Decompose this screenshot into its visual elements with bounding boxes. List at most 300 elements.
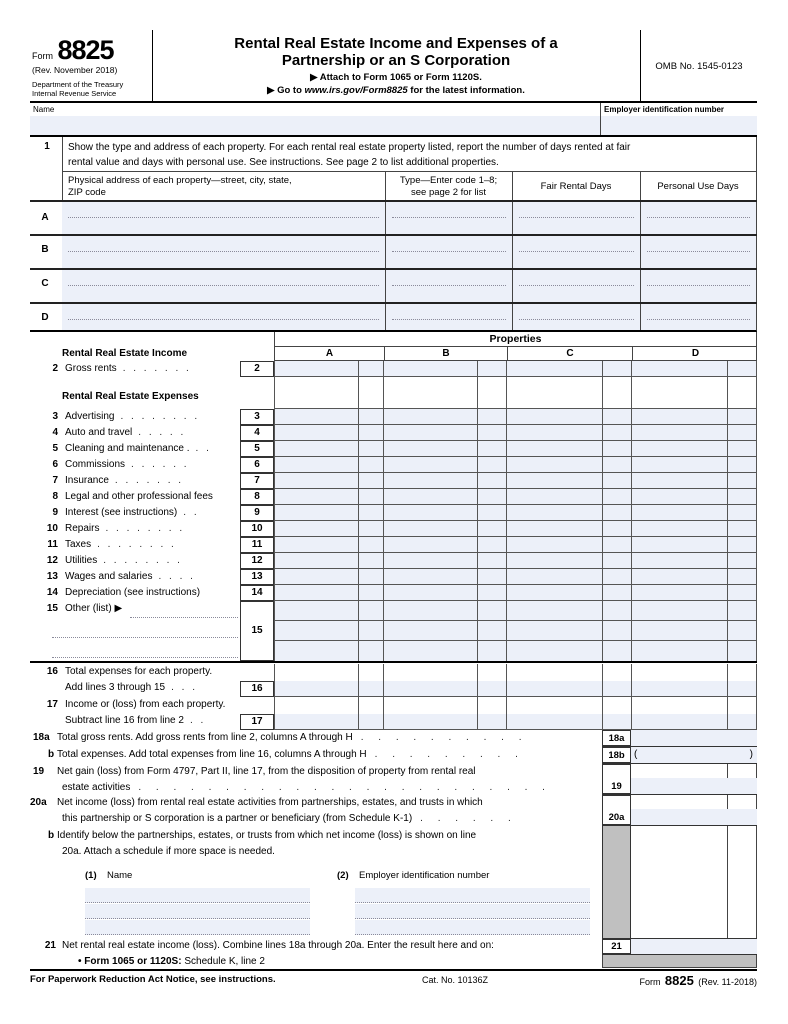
- cents-divider: [727, 826, 728, 938]
- line-7-box: 7: [240, 473, 274, 489]
- personal-use-days-input-c[interactable]: [640, 270, 756, 302]
- line-7-amounts: [274, 473, 757, 489]
- line-21-label-1: Net rental real estate income (loss). Combine lines 18a through 20a. Enter the result here and on:: [62, 940, 494, 951]
- cents-cell[interactable]: [358, 681, 383, 696]
- line-18a-box: 18a: [602, 730, 631, 746]
- amount-cell[interactable]: [631, 521, 727, 536]
- cents-cell[interactable]: [727, 505, 757, 520]
- cents-cell[interactable]: [358, 441, 383, 456]
- cents-cell[interactable]: [602, 714, 631, 729]
- line-5-label: Cleaning and maintenance . . .: [65, 443, 209, 454]
- cents-cell[interactable]: [358, 473, 383, 488]
- line-10-row: [240, 521, 757, 537]
- cents-cell[interactable]: [727, 425, 757, 440]
- amount-cell[interactable]: [274, 441, 358, 456]
- line-13-row: [240, 569, 757, 585]
- cents-cell[interactable]: [358, 457, 383, 472]
- entry-dotted-line: [647, 217, 750, 218]
- cents-cell[interactable]: [727, 641, 757, 661]
- entry-dotted-line: [519, 319, 634, 320]
- personal-use-days-input-b[interactable]: [640, 236, 756, 268]
- cents-cell[interactable]: [727, 714, 757, 729]
- line-3-box: 3: [240, 409, 274, 425]
- address-input-b[interactable]: [62, 236, 385, 268]
- footer-form-word: Form: [639, 977, 661, 987]
- cents-cell[interactable]: [727, 537, 757, 552]
- line-15-entry-line-2[interactable]: [52, 637, 238, 638]
- amount-cell[interactable]: [274, 714, 358, 729]
- amount-cell[interactable]: [631, 553, 727, 568]
- cents-cell[interactable]: [477, 681, 506, 696]
- line-15-entry-line-1[interactable]: [130, 617, 238, 618]
- property-row-label-a: A: [41, 212, 49, 223]
- line-18b-box: 18b: [602, 747, 631, 763]
- amount-cell[interactable]: [274, 537, 358, 552]
- cents-cell[interactable]: [602, 569, 631, 584]
- amount-cell[interactable]: [631, 569, 727, 584]
- line-12-row: [240, 553, 757, 569]
- cents-cell[interactable]: [358, 641, 383, 661]
- amount-cell[interactable]: [506, 569, 602, 584]
- col-header-personal-use-days: Personal Use Days: [657, 181, 739, 192]
- amount-cell: [631, 377, 727, 408]
- line-17-ghost-cells: [274, 697, 757, 714]
- amount-cell[interactable]: [383, 585, 477, 600]
- amount-cell[interactable]: [506, 505, 602, 520]
- amount-cell[interactable]: [631, 473, 727, 488]
- cents-cell[interactable]: [477, 361, 506, 376]
- line-13-box: 13: [240, 569, 274, 585]
- amount-cell[interactable]: [383, 537, 477, 552]
- cents-cell[interactable]: [727, 601, 757, 620]
- cents-cell[interactable]: [477, 601, 506, 620]
- cents-cell[interactable]: [727, 621, 757, 640]
- line-15-row: [240, 601, 757, 661]
- cents-cell[interactable]: [477, 441, 506, 456]
- line-5-box: 5: [240, 441, 274, 457]
- form-title-line2: Partnership or an S Corporation: [281, 52, 511, 69]
- line-1-number: 1: [44, 141, 50, 152]
- amount-cell[interactable]: [383, 553, 477, 568]
- line-15-amounts-row3: [274, 641, 757, 661]
- column-a-header: A: [325, 348, 334, 359]
- property-row-label-b: B: [41, 244, 49, 255]
- amount-cell[interactable]: [631, 425, 727, 440]
- col-header-type: Type—Enter code 1–8; see page 2 for list: [399, 175, 498, 198]
- cents-cell[interactable]: [602, 585, 631, 600]
- amount-cell[interactable]: [383, 425, 477, 440]
- amount-cell[interactable]: [274, 473, 358, 488]
- partnership-ein-input-2[interactable]: [355, 904, 590, 919]
- amount-cell[interactable]: [383, 641, 477, 661]
- line-20b-label-2: 20a. Attach a schedule if more space is needed.: [62, 846, 275, 857]
- line-12-label: Utilities . . . . . . . .: [65, 555, 180, 566]
- entry-dotted-line: [392, 285, 506, 286]
- personal-use-days-input-d[interactable]: [640, 304, 756, 330]
- col-divider-2: [512, 171, 513, 200]
- line-14-number: 14: [46, 587, 58, 598]
- cents-cell[interactable]: [477, 553, 506, 568]
- line-18a-row: [602, 730, 757, 747]
- cents-cell[interactable]: [602, 505, 631, 520]
- cents-cell[interactable]: [727, 521, 757, 536]
- line-2-row: [240, 361, 757, 377]
- address-input-a[interactable]: [62, 202, 385, 234]
- cents-cell[interactable]: [727, 441, 757, 456]
- amount-cell[interactable]: [506, 553, 602, 568]
- line-21-amount[interactable]: [631, 939, 757, 954]
- amount-cell[interactable]: [506, 489, 602, 504]
- line-13-number: 13: [46, 571, 58, 582]
- cents-cell[interactable]: [477, 425, 506, 440]
- cents-cell[interactable]: [602, 601, 631, 620]
- line-17-label-1: Income or (loss) from each property.: [65, 699, 226, 710]
- entry-dotted-line: [519, 251, 634, 252]
- type-input-a[interactable]: [385, 202, 512, 234]
- amount-cell[interactable]: [631, 601, 727, 620]
- cents-cell[interactable]: [727, 409, 757, 424]
- line-3-number: 3: [52, 411, 58, 422]
- omb-block: [641, 30, 757, 103]
- cents-cell[interactable]: [477, 714, 506, 729]
- amount-cell[interactable]: [383, 457, 477, 472]
- catalog-number: Cat. No. 10136Z: [421, 975, 489, 985]
- omb-number: OMB No. 1545-0123: [655, 61, 743, 72]
- amount-cell[interactable]: [631, 409, 727, 424]
- amount-cell[interactable]: [631, 641, 727, 661]
- fair-rental-days-input-c[interactable]: [512, 270, 640, 302]
- form-revision: (Rev. November 2018): [32, 65, 118, 75]
- amount-cell[interactable]: [383, 473, 477, 488]
- cents-cell: [727, 664, 757, 681]
- amount-cell[interactable]: [274, 425, 358, 440]
- amount-cell[interactable]: [506, 621, 602, 640]
- cents-cell[interactable]: [727, 553, 757, 568]
- line-16-amounts: [274, 681, 757, 697]
- cents-cell[interactable]: [602, 537, 631, 552]
- entry-dotted-line: [392, 217, 506, 218]
- amount-cell[interactable]: [383, 714, 477, 729]
- line-7-row: [240, 473, 757, 489]
- line-11-box: 11: [240, 537, 274, 553]
- line-4-label: Auto and travel . . . . .: [65, 427, 184, 438]
- address-input-d[interactable]: [62, 304, 385, 330]
- amount-cell[interactable]: [506, 473, 602, 488]
- cents-cell[interactable]: [602, 521, 631, 536]
- line-9-box: 9: [240, 505, 274, 521]
- line-15-label: Other (list) ▶: [65, 603, 123, 614]
- line-4-number: 4: [52, 427, 58, 438]
- amount-cell[interactable]: [631, 714, 727, 729]
- name-input[interactable]: [30, 116, 600, 135]
- amount-cell[interactable]: [274, 681, 358, 696]
- amount-cell[interactable]: [383, 521, 477, 536]
- line-20a-amount[interactable]: [631, 809, 757, 825]
- partnership-ein-input-1[interactable]: [355, 888, 590, 903]
- amount-cell[interactable]: [506, 521, 602, 536]
- line-3-label: Advertising . . . . . . . .: [65, 411, 198, 422]
- irs-url: www.irs.gov/Form8825: [304, 85, 408, 96]
- line-5-row: [240, 441, 757, 457]
- fair-rental-days-input-d[interactable]: [512, 304, 640, 330]
- cents-cell: [727, 697, 757, 714]
- amount-cell[interactable]: [383, 681, 477, 696]
- cents-cell[interactable]: [602, 409, 631, 424]
- line-20a-label-2: this partnership or S corporation is a partner or beneficiary (from Schedule K-1) . . . . . .: [62, 813, 511, 824]
- cents-cell[interactable]: [602, 553, 631, 568]
- cents-cell[interactable]: [602, 361, 631, 376]
- cents-cell[interactable]: [358, 621, 383, 640]
- line-20a-number: 20a: [30, 797, 47, 808]
- col-divider-3: [640, 171, 641, 200]
- cents-cell[interactable]: [358, 521, 383, 536]
- cents-cell[interactable]: [727, 681, 757, 696]
- line-13-amounts: [274, 569, 757, 585]
- form-word: Form: [32, 51, 53, 61]
- amount-cell[interactable]: [274, 361, 358, 376]
- amount-cell[interactable]: [506, 441, 602, 456]
- cents-cell[interactable]: [358, 425, 383, 440]
- cents-cell[interactable]: [358, 361, 383, 376]
- line-20a-row: [602, 795, 757, 826]
- cents-cell[interactable]: [358, 714, 383, 729]
- line-15-entry-line-3[interactable]: [52, 657, 238, 658]
- amount-cell[interactable]: [631, 441, 727, 456]
- cents-cell[interactable]: [477, 473, 506, 488]
- form-title-block: [153, 35, 639, 96]
- cents-cell[interactable]: [727, 473, 757, 488]
- amount-cell[interactable]: [274, 489, 358, 504]
- paperwork-notice: For Paperwork Reduction Act Notice, see instructions.: [30, 974, 276, 985]
- cents-cell[interactable]: [602, 473, 631, 488]
- footer-revision: (Rev. 11-2018): [698, 977, 757, 987]
- cents-cell[interactable]: [358, 505, 383, 520]
- form-header: [30, 30, 757, 103]
- entry-dotted-line: [647, 319, 750, 320]
- amount-cell[interactable]: [274, 553, 358, 568]
- amount-cell[interactable]: [631, 489, 727, 504]
- cents-cell[interactable]: [602, 425, 631, 440]
- line-10-amounts: [274, 521, 757, 537]
- col-header-fair-rental-days: Fair Rental Days: [540, 181, 612, 192]
- line-19-amount[interactable]: [631, 778, 757, 794]
- amount-cell[interactable]: [631, 361, 727, 376]
- amount-cell[interactable]: [631, 505, 727, 520]
- cents-cell[interactable]: [477, 569, 506, 584]
- cents-cell[interactable]: [477, 521, 506, 536]
- cents-cell[interactable]: [477, 537, 506, 552]
- amount-cell[interactable]: [506, 457, 602, 472]
- amount-cell[interactable]: [631, 457, 727, 472]
- line-6-number: 6: [52, 459, 58, 470]
- section-separator: [30, 661, 757, 663]
- cents-cell[interactable]: [358, 585, 383, 600]
- line-3-row: [240, 409, 757, 425]
- line-15-amounts-row1: [274, 601, 757, 621]
- cents-cell[interactable]: [727, 489, 757, 504]
- line-1-instructions: Show the type and address of each property. For each rental real estate property listed, report the number of days rented at fair rental value and days with personal use. See instructions. See page 2 to list additional properties.: [68, 142, 631, 168]
- amount-cell[interactable]: [631, 585, 727, 600]
- cents-cell: [477, 697, 506, 714]
- line-16-label-2: Add lines 3 through 15 . . .: [65, 682, 195, 693]
- type-input-b[interactable]: [385, 236, 512, 268]
- cents-cell[interactable]: [602, 441, 631, 456]
- name-col-number: (1): [85, 870, 97, 881]
- amount-cell[interactable]: [506, 585, 602, 600]
- amount-cell[interactable]: [274, 457, 358, 472]
- entry-dotted-line: [68, 251, 379, 252]
- line-20b-prefix: b: [48, 830, 55, 841]
- amount-cell[interactable]: [506, 714, 602, 729]
- amount-cell[interactable]: [274, 621, 358, 640]
- amount-cell[interactable]: [631, 621, 727, 640]
- entry-dotted-line: [68, 319, 379, 320]
- properties-column-letters: [275, 347, 756, 360]
- line-5-amounts: [274, 441, 757, 457]
- entry-dotted-line: [519, 285, 634, 286]
- line-12-amounts: [274, 553, 757, 569]
- cents-cell[interactable]: [477, 409, 506, 424]
- amount-cell[interactable]: [506, 641, 602, 661]
- line-9-label: Interest (see instructions) . .: [65, 507, 197, 518]
- line-11-label: Taxes . . . . . . . .: [65, 539, 174, 550]
- cents-cell: [358, 697, 383, 714]
- cents-cell[interactable]: [727, 569, 757, 584]
- cents-cell[interactable]: [602, 641, 631, 661]
- ein-input[interactable]: [601, 116, 757, 135]
- fair-rental-days-input-a[interactable]: [512, 202, 640, 234]
- cents-cell[interactable]: [477, 457, 506, 472]
- cents-cell[interactable]: [358, 569, 383, 584]
- partnership-ein-input-3[interactable]: [355, 920, 590, 935]
- amount-cell[interactable]: [383, 569, 477, 584]
- amount-cell[interactable]: [274, 585, 358, 600]
- amount-cell[interactable]: [506, 361, 602, 376]
- cents-cell[interactable]: [727, 585, 757, 600]
- expenses-section-heading: Rental Real Estate Expenses: [62, 391, 199, 402]
- amount-cell[interactable]: [383, 601, 477, 620]
- col-divider-1: [385, 171, 386, 200]
- line-10-number: 10: [46, 523, 58, 534]
- amount-cell[interactable]: [506, 409, 602, 424]
- amount-cell[interactable]: [506, 681, 602, 696]
- amount-cell: [383, 697, 477, 714]
- cents-cell[interactable]: [358, 537, 383, 552]
- line-21-number: 21: [44, 940, 56, 951]
- cents-cell[interactable]: [477, 641, 506, 661]
- cents-cell[interactable]: [358, 553, 383, 568]
- entry-dotted-line: [392, 251, 506, 252]
- line-14-label: Depreciation (see instructions): [65, 587, 201, 598]
- amount-cell[interactable]: [274, 641, 358, 661]
- amount-cell[interactable]: [383, 409, 477, 424]
- cents-cell: [358, 664, 383, 681]
- open-paren: (: [634, 749, 638, 760]
- entry-dotted-line: [392, 319, 506, 320]
- line-17-amounts: [274, 714, 757, 730]
- properties-columns-header: [274, 332, 757, 361]
- line-5-number: 5: [52, 443, 58, 454]
- line-16-label-1: Total expenses for each property.: [65, 666, 213, 677]
- amount-cell[interactable]: [383, 489, 477, 504]
- personal-use-days-input-a[interactable]: [640, 202, 756, 234]
- right-edge-line: [756, 826, 757, 938]
- footer-rule: [30, 969, 757, 971]
- line-14-amounts: [274, 585, 757, 601]
- amount-cell[interactable]: [274, 505, 358, 520]
- identity-row: [30, 103, 757, 137]
- cents-cell[interactable]: [727, 457, 757, 472]
- line-10-box: 10: [240, 521, 274, 537]
- amount-cell[interactable]: [274, 409, 358, 424]
- line-20a-box: 20a: [602, 795, 631, 825]
- line-18b-amount[interactable]: [631, 747, 757, 763]
- amount-cell[interactable]: [506, 425, 602, 440]
- line-19-number: 19: [33, 766, 45, 777]
- amount-cell[interactable]: [383, 441, 477, 456]
- cents-cell[interactable]: [358, 489, 383, 504]
- address-input-c[interactable]: [62, 270, 385, 302]
- amount-cell[interactable]: [506, 601, 602, 620]
- amount-cell[interactable]: [274, 601, 358, 620]
- partnership-name-input-1[interactable]: [85, 888, 310, 903]
- line-15-amounts-row2: [274, 621, 757, 641]
- line-3-amounts: [274, 409, 757, 425]
- type-input-c[interactable]: [385, 270, 512, 302]
- amount-cell[interactable]: [506, 537, 602, 552]
- line-13-label: Wages and salaries . . . .: [65, 571, 193, 582]
- line-4-amounts: [274, 425, 757, 441]
- cents-cell[interactable]: [477, 621, 506, 640]
- amount-cell[interactable]: [274, 521, 358, 536]
- cents-cell: [477, 377, 506, 408]
- cents-cell[interactable]: [727, 361, 757, 376]
- line-21-label-2: • Form 1065 or 1120S: Schedule K, line 2: [78, 956, 265, 967]
- line-16-number: 16: [46, 666, 58, 677]
- amount-cell: [506, 697, 602, 714]
- partnership-name-input-3[interactable]: [85, 920, 310, 935]
- cents-cell[interactable]: [477, 505, 506, 520]
- amount-cell: [383, 664, 477, 681]
- line-4-row: [240, 425, 757, 441]
- amount-cell[interactable]: [631, 681, 727, 696]
- line-6-label: Commissions . . . . . .: [65, 459, 187, 470]
- line-8-number: 8: [52, 491, 58, 502]
- cents-cell[interactable]: [602, 489, 631, 504]
- line-16-box: 16: [240, 681, 274, 697]
- line-17-row: [240, 697, 757, 730]
- cents-cell[interactable]: [602, 621, 631, 640]
- amount-cell[interactable]: [383, 361, 477, 376]
- partnership-name-input-2[interactable]: [85, 904, 310, 919]
- amount-cell: [274, 664, 358, 681]
- cents-cell[interactable]: [358, 601, 383, 620]
- amount-cell[interactable]: [383, 621, 477, 640]
- line-11-amounts: [274, 537, 757, 553]
- amount-cell[interactable]: [383, 505, 477, 520]
- fair-rental-days-input-b[interactable]: [512, 236, 640, 268]
- cents-cell[interactable]: [358, 409, 383, 424]
- type-input-d[interactable]: [385, 304, 512, 330]
- line-18a-amount[interactable]: [631, 730, 757, 746]
- cents-cell[interactable]: [477, 585, 506, 600]
- line-17-number: 17: [46, 699, 58, 710]
- cents-cell[interactable]: [477, 489, 506, 504]
- cents-cell[interactable]: [602, 457, 631, 472]
- amount-cell[interactable]: [631, 537, 727, 552]
- amount-cell[interactable]: [274, 569, 358, 584]
- cents-cell[interactable]: [602, 681, 631, 696]
